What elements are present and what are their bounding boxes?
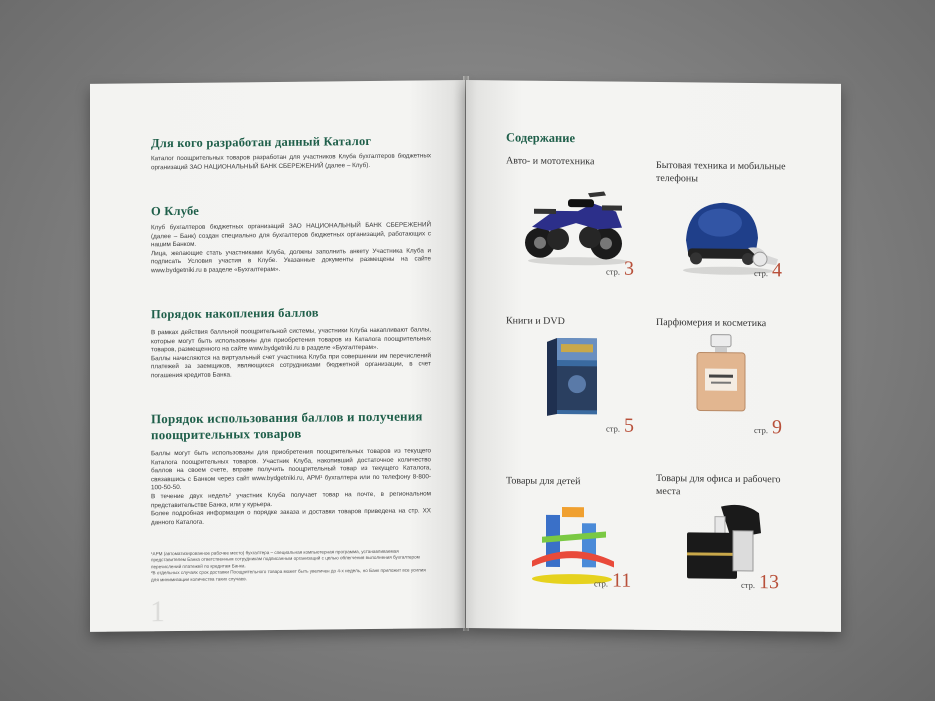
page-prefix: стр.	[606, 423, 620, 434]
page-prefix: стр.	[606, 266, 620, 277]
section-heading-points-usage: Порядок использования баллов и получения поощрительных товаров	[151, 408, 423, 443]
section-heading-points-accrual: Порядок накопления баллов	[151, 305, 319, 322]
toc-item-page-auto	[606, 257, 634, 280]
toc-item-label-books[interactable]: Книги и DVD	[506, 315, 565, 328]
section-heading-catalog-purpose: Для кого разработан данный Каталог	[151, 133, 372, 151]
right-page	[466, 80, 841, 632]
page-prefix: стр.	[754, 425, 768, 436]
section-body-about-club: Клуб бухгалтеров бюджетных организаций ЗАО НАЦИОНАЛЬНЫЙ БАНК СБЕРЕЖЕНИЙ (далее – Банк) создан специально для бухгалтеров бюджетных организаций, работающих с нашим Банком. Лица, желающие стать участниками Клуба, должны заполнить анкету Участника Клуба и подписать Условия участия в Клубе. Указанные документы размещены на сайте www.bydgetniki.ru в разделе «Бухгалтерам».	[151, 221, 431, 275]
section-body-points-usage: Баллы могут быть использованы для приобретения поощрительных товаров из текущего Каталога поощрительных товаров. Участник Клуба, накопивший достаточное количество баллов на своем счете, вправе получить поощрительный товар из текущего Каталога, связавшись с Банком через сайт www.bydgetniki.ru, АРМ¹ бухгалтера или по телефону 8-800-100-50-50. В течение двух недель² участник Клуба получает товар на почте, в региональном представительстве Банка, или у курьера. Более подробная информация о порядке заказа и доставки товаров приведена на стр. XX данного Каталога.	[151, 447, 431, 527]
toc-item-page-kids	[594, 569, 631, 592]
toc-item-page-appliances	[754, 259, 782, 282]
atv-icon	[518, 181, 633, 267]
page-number-value: 3	[623, 257, 634, 280]
toc-item-label-kids[interactable]: Товары для детей	[506, 475, 581, 488]
toc-item-label-office[interactable]: Товары для офиса и рабочего места	[656, 472, 781, 498]
toc-item-page-perfume	[754, 416, 782, 439]
toc-item-page-office	[741, 571, 779, 594]
page-prefix: стр.	[741, 579, 755, 591]
page-number-value: 13	[758, 571, 779, 594]
page-number-value: 11	[611, 569, 632, 592]
footnotes: ¹АРМ (автоматизированное рабочее место) бухгалтера – специальная компьютерная программа, устанавливаемая представителем Банка ответственным сотрудникам подписанным организаций с целью облегчения выполнения бухгалтером перечислений платежей по кредитам Банка. ²В отдельных случаях срок доставки Поощрительного товара может быть увеличен до 4-х недель, но Банк приложит все усилия для минимизации количества таких случаев.	[151, 548, 426, 582]
page-prefix: стр.	[754, 268, 768, 279]
perfume-bottle-icon	[691, 332, 751, 417]
section-body-catalog-purpose: Каталог поощрительных товаров разработан для участников Клуба бухгалтеров бюджетных организаций ЗАО НАЦИОНАЛЬНЫЙ БАНК СБЕРЕЖЕНИЙ (далее – Клуб).	[151, 152, 431, 171]
toc-item-label-appliances[interactable]: Бытовая техника и мобильные телефоны	[656, 159, 786, 185]
page-number-value: 5	[623, 414, 634, 437]
section-heading-about-club: О Клубе	[151, 203, 200, 219]
page-number-value: 4	[771, 259, 782, 282]
page-number-value: 9	[771, 416, 782, 439]
section-body-points-accrual: В рамках действия балльной поощрительной системы, участники Клуба накапливают баллы, которые могут быть использованы для приобретения товаров из Каталога поощрительных товаров, размещенного на сайте www.bydgetniki.ru в разделе «Бухгалтерам». Баллы начисляются на виртуальный счет участника Клуба при совершении им перечислений платежей за заемщиков, являющихся сотрудниками бюджетной организации, в счет погашения кредитов Банка.	[151, 326, 431, 380]
page-number: 1	[150, 595, 165, 629]
toc-title: Содержание	[506, 130, 576, 146]
page-prefix: стр.	[594, 578, 608, 589]
left-page	[90, 80, 465, 632]
toc-item-page-books	[606, 414, 634, 437]
toc-item-label-perfume[interactable]: Парфюмерия и косметика	[656, 316, 767, 330]
dvd-box-icon	[541, 336, 601, 419]
toc-item-label-auto[interactable]: Авто- и мототехника	[506, 155, 595, 168]
